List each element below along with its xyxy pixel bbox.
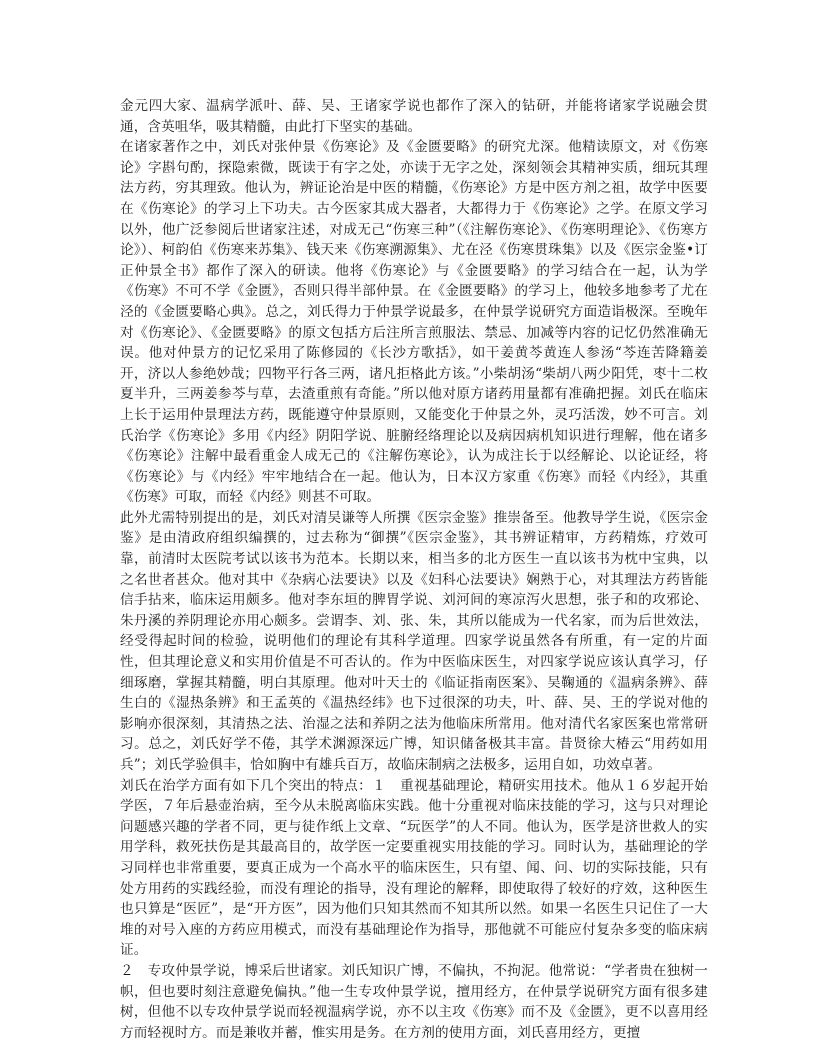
paragraph-intro-continuation: 金元四大家、温病学派叶、薛、吴、王诸家学说也都作了深入的钻研，并能将诸家学说融会贯通，含英咀华，吸其精髓，由此打下坚实的基础。	[120, 98, 708, 135]
paragraph-feature-2-zhongjing: ２ 专攻仲景学说，博采后世诸家。刘氏知识广博，不偏执，不拘泥。他常说：“学者贵在独树一帜，但也要时刻注意避免偏执。”他一生专攻仲景学说，擅用经方，在仲景学说研究方面有很多建树，但他不以专攻仲景学说而轻视温病学说，亦不以主攻《伤寒》而不及《金匮》，更不以喜用经方而轻视时方。而是兼收并蓄，惟实用是务。在方剂的使用方面，刘氏喜用经方，更擅	[120, 962, 708, 1041]
paragraph-shanghan-study: 在诸家著作之中，刘氏对张仲景《伤寒论》及《金匮要略》的研究尤深。他精读原文，对《伤寒论》字斟句酌，探隐索微，既读于有字之处，亦读于无字之处，深刻领会其精神实质，细玩其理法方药，穷其理致。他认为，辨证论治是中医的精髓，《伤寒论》方是中医方剂之祖，故学中医要在《伤寒论》的学习上下功夫。古今医家其成大器者，大都得力于《伤寒论》之学。在原文学习以外，他广泛参阅后世诸家注述，对成无己“伤寒三种”（《注解伤寒论》、《伤寒明理论》、《伤寒方论》）、柯韵伯《伤寒来苏集》、钱天来《伤寒溯源集》、尤在泾《伤寒贯珠集》以及《医宗金鉴•订正仲景全书》都作了深入的研读。他将《伤寒论》与《金匮要略》的学习结合在一起，认为学《伤寒》不可不学《金匮》，否则只得半部仲景。在《金匮要略》的学习上，他较多地参考了尤在泾的《金匮要略心典》。总之，刘氏得力于仲景学说最多，在仲景学说研究方面造诣极深。至晚年对《伤寒论》、《金匮要略》的原文包括方后注所言煎服法、禁忌、加减等内容的记忆仍然准确无误。他对仲景方的记忆采用了陈修园的《长沙方歌括》，如干姜黄芩黄连人参汤“芩连苦降籍姜开，济以人参绝妙哉；四物平行各三两，诸凡拒格此方该。”小柴胡汤“柴胡八两少阳凭，枣十二枚夏半升，三两姜参芩与草，去渣重煎有奇能。”所以他对原方诸药用量都有准确把握。刘氏在临床上长于运用仲景理法方药，既能遵守仲景原则，又能变化于仲景之外，灵巧活泼，妙不可言。刘氏治学《伤寒论》多用《内经》阴阳学说、脏腑经络理论以及病因病机知识进行理解，他在诸多《伤寒论》注解中最看重金人成无己的《注解伤寒论》，认为成注长于以经解论、以论证经，将《伤寒论》与《内经》牢牢地结合在一起。他认为，日本汉方家重《伤寒》而轻《内经》，其重《伤寒》可取，而轻《内经》则甚不可取。	[120, 139, 708, 506]
document-page	[120, 96, 708, 1043]
paragraph-feature-1-basic-theory: 刘氏在治学方面有如下几个突出的特点：１ 重视基础理论，精研实用技术。他从１６岁起开始学医，７年后悬壶治病，至今从未脱离临床实践。他十分重视对临床技能的学习，这与只对理论问题感兴趣的学者不同，更与徒作纸上文章、“玩医学”的人不同。他认为，医学是济世救人的实用学科，救死扶伤是其最高目的，故学医一定要重视实用技能的学习。同时认为，基础理论的学习同样也非常重要，要真正成为一个高水平的临床医生，只有望、闻、问、切的实际技能，只有处方用药的实践经验，而没有理论的指导，没有理论的解释，即使取得了较好的疗效，这种医生也只算是“医匠”，是“开方医”，因为他们只知其然而不知其所以然。如果一名医生只记住了一大堆的对号入座的方药应用模式，而没有基础理论作为指导，那他就不可能应付复杂多变的临床病证。	[120, 777, 708, 959]
paragraph-yizong-jinjian: 此外尤需特别提出的是，刘氏对清吴谦等人所撰《医宗金鉴》推崇备至。他教导学生说，《医宗金鉴》是由清政府组织编撰的，过去称为“御撰”《医宗金鉴》，其书辨证精审，方药精炼，疗效可靠，前清时太医院考试以该书为范本。长期以来，相当多的北方医生一直以该书为枕中宝典，以之名世者甚众。他对其中《杂病心法要诀》以及《妇科心法要诀》娴熟于心，对其理法方药皆能信手拈来，临床运用颇多。他对李东垣的脾胃学说、刘河间的寒凉泻火思想，张子和的攻邪论、朱丹溪的养阴理论亦用心颇多。尝谓李、刘、张、朱，其所以能成为一代名家，而为后世效法，经受得起时间的检验，说明他们的理论有其科学道理。四家学说虽然各有所重，有一定的片面性，但其理论意义和实用价值是不可否认的。作为中医临床医生，对四家学说应该认真学习，仔细琢磨，掌握其精髓，明白其原理。他对叶天士的《临证指南医案》、吴鞠通的《温病条辨》、薛生白的《湿热条辨》和王孟英的《温热经纬》也下过很深的功夫，叶、薛、吴、王的学说对他的影响亦很深刻，其清热之法、治湿之法和养阴之法为他临床所常用。他对清代名家医案也常常研习。总之，刘氏好学不倦，其学术渊源深远广博，知识储备极其丰富。昔贤徐大椿云“用药如用兵”；刘氏学验俱丰，恰如胸中有雄兵百万，故临床制病之法极多，运用自如，功效卓著。	[120, 509, 708, 773]
